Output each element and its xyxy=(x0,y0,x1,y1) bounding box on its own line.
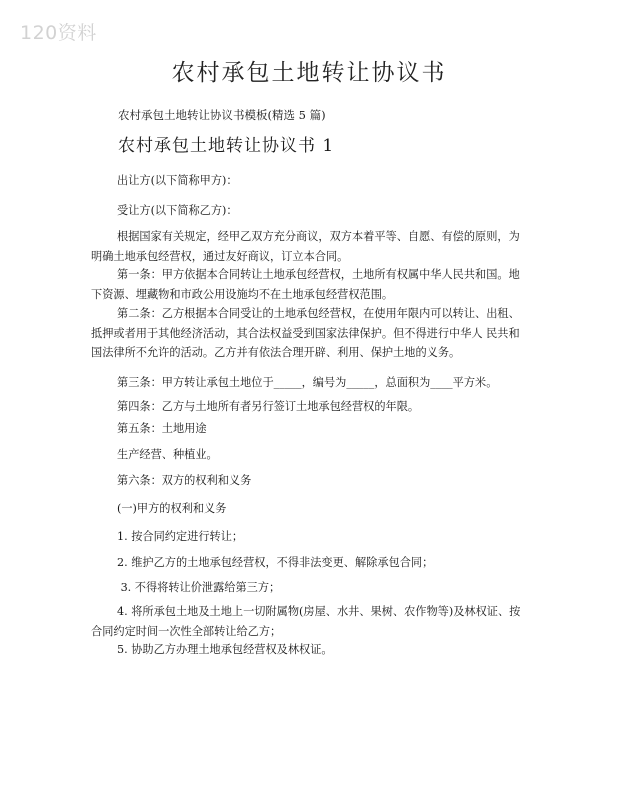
paragraph-transferor: 出让方(以下简称甲方)： xyxy=(117,174,238,187)
section-title: 农村承包土地转让协议书 1 xyxy=(118,136,335,156)
paragraph-article-6: 第六条：双方的权利和义务 xyxy=(117,474,252,487)
paragraph-land-use: 生产经营、种植业。 xyxy=(117,448,218,461)
document-title: 农村承包土地转让协议书 xyxy=(171,60,447,86)
paragraph-article-3: 第三条：甲方转让承包土地位于_____，编号为_____，总面积为____平方米。 xyxy=(117,376,498,389)
paragraph-preamble: 根据国家有关规定，经甲乙双方充分商议，双方本着平等、自愿、有偿的原则，为明确土地承包经营权，通过友好商议，订立本合同。 xyxy=(91,230,520,263)
list-item-3: 3. 不得将转让价泄露给第三方； xyxy=(117,581,281,594)
paragraph-article-2: 第二条：乙方根据本合同受让的土地承包经营权，在使用年限内可以转让、出租、抵押或者用于其他经济活动，其合法权益受到国家法律保护。但不得进行中华人 民共和国法律所不允许的活动。乙方并有依法合理开辟、利用、保护土地的义务。 xyxy=(91,307,520,359)
paragraph-transferee: 受让方(以下简称乙方)： xyxy=(117,204,238,217)
paragraph-article-1: 第一条：甲方依据本合同转让土地承包经营权，土地所有权属中华人民共和国。地下资源、埋藏物和市政公用设施均不在土地承包经营权范围。 xyxy=(91,268,520,301)
paragraph-party-a-rights: (一)甲方的权利和义务 xyxy=(117,502,227,515)
document-subtitle: 农村承包土地转让协议书模板(精选 5 篇) xyxy=(118,108,326,122)
list-item-5: 5. 协助乙方办理土地承包经营权及林权证。 xyxy=(117,643,333,656)
paragraph-article-5: 第五条：土地用途 xyxy=(117,422,207,435)
list-item-1: 1. 按合同约定进行转让； xyxy=(117,530,244,543)
list-item-2: 2. 维护乙方的土地承包经营权，不得非法变更、解除承包合同； xyxy=(117,556,434,569)
watermark: 120资料 xyxy=(20,22,97,44)
list-item-4: 4. 将所承包土地及土地上一切附属物(房屋、水井、果树、农作物等)及林权证、按合同约定时间一次性全部转让给乙方； xyxy=(91,605,521,638)
paragraph-article-4: 第四条：乙方与土地所有者另行签订土地承包经营权的年限。 xyxy=(117,400,420,413)
